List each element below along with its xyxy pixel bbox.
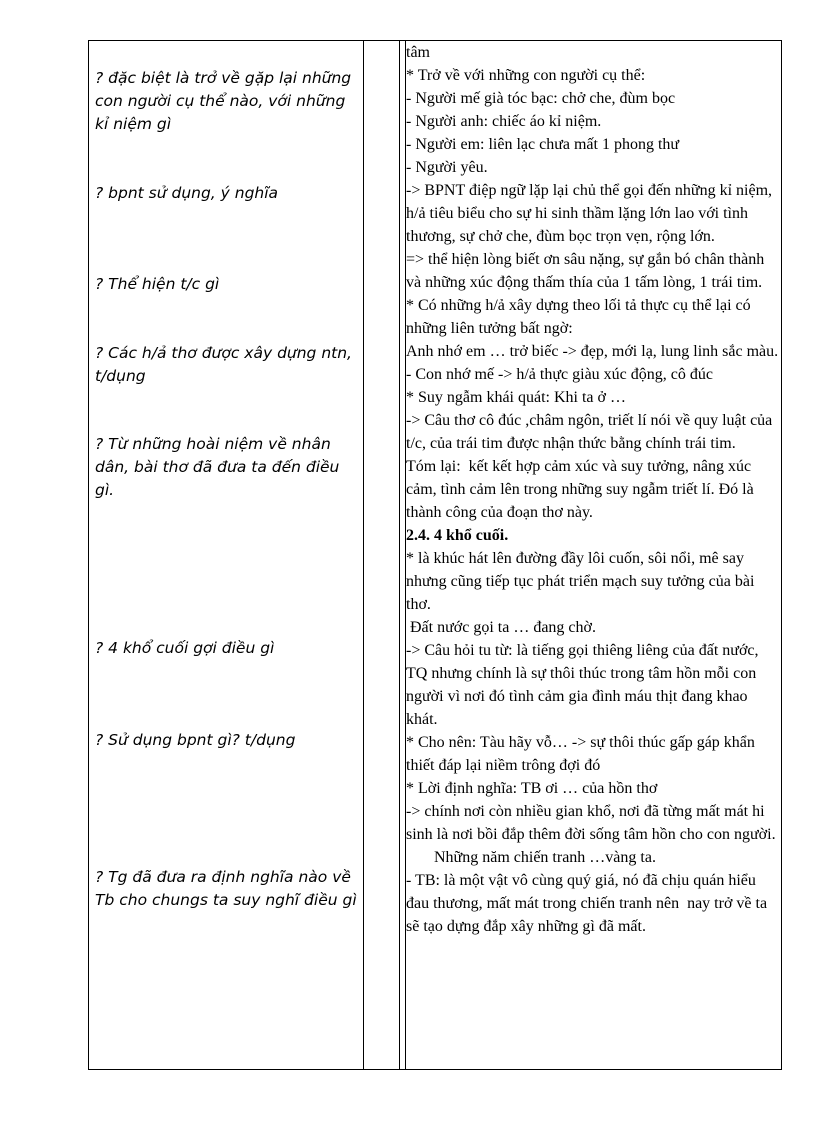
question-1: ? đặc biệt là trở về gặp lại những con người cụ thể nào, với những kỉ niệm gì: [95, 69, 352, 133]
answer-line: - Người yêu.: [406, 159, 488, 176]
section-heading: 2.4. 4 khổ cuối.: [406, 527, 509, 544]
answer-line: - Con nhớ mế -> h/ả thực giàu xúc động, cô đúc: [406, 366, 713, 383]
answer-line: - TB: là một vật vô cùng quý giá, nó đã chịu quán hiểu đau thương, mất mát trong chiến tranh nên nay trở về ta sẽ tạo dựng đắp xây những gì đã mất.: [406, 872, 772, 935]
question-2: ? bpnt sử dụng, ý nghĩa: [95, 184, 279, 202]
answer-line: -> Câu hỏi tu từ: là tiếng gọi thiêng liêng của đất nước, TQ nhưng chính là sự thôi thúc trong tâm hồn mỗi con người vì nơi đó tình cảm gia đình máu thịt đang khao khát.: [406, 642, 763, 728]
question-3: ? Thể hiện t/c gì: [95, 275, 220, 293]
answer-line: tâm: [406, 44, 430, 61]
answer-line: - Người mế già tóc bạc: chở che, đùm bọc: [406, 90, 676, 107]
answer-line: Đất nước gọi ta … đang chờ.: [406, 619, 596, 636]
answer-line: * Suy ngẫm khái quát: Khi ta ở …: [406, 389, 626, 406]
answer-line: Anh nhớ em … trở biếc -> đẹp, mới lạ, lung linh sắc màu.: [406, 343, 779, 360]
answer-line: -> Câu thơ cô đúc ,châm ngôn, triết lí nói về quy luật của t/c, của trái tim được nhận thức bằng chính trái tim.: [406, 412, 777, 452]
answer-line: - Người anh: chiếc áo kỉ niệm.: [406, 113, 602, 130]
question-5: ? Từ những hoài niệm về nhân dân, bài thơ đã đưa ta đến điều gì.: [95, 435, 340, 499]
answer-line: - Người em: liên lạc chưa mất 1 phong thư: [406, 136, 680, 153]
answer-line: * Cho nên: Tàu hãy vỗ… -> sự thôi thúc gấp gáp khẩn thiết đáp lại niềm trông đợi đó: [406, 734, 759, 774]
answers-column: [406, 41, 782, 1070]
answer-line: Những năm chiến tranh …vàng ta.: [406, 849, 656, 866]
answer-line: Tóm lại: kết kết hợp cảm xúc và suy tưởng, nâng xúc cảm, tình cảm lên trong những suy ngẫm triết lí. Đó là thành công của đoạn thơ này.: [406, 458, 758, 521]
question-6: ? 4 khổ cuối gợi điều gì: [95, 639, 275, 657]
questions-column: [89, 41, 364, 1070]
lesson-table: [88, 40, 782, 1070]
answer-line: * Lời định nghĩa: TB ơi … của hồn thơ: [406, 780, 658, 797]
answer-line: -> BPNT điệp ngữ lặp lại chủ thể gọi đến những kỉ niệm, h/ả tiêu biểu cho sự hi sinh thầm lặng lớn lao với tình thương, sự chở che, đùm bọc trọn vẹn, rộng lớn.: [406, 182, 777, 245]
answer-line: * Có những h/ả xây dựng theo lối tả thực cụ thể lại có những liên tưởng bất ngờ:: [406, 297, 755, 337]
question-7: ? Sử dụng bpnt gì? t/dụng: [95, 731, 296, 749]
question-4: ? Các h/ả thơ được xây dựng ntn, t/dụng: [95, 344, 352, 385]
table-row: [89, 41, 782, 1070]
question-8: ? Tg đã đưa ra định nghĩa nào về Tb cho chungs ta suy nghĩ điều gì: [95, 868, 357, 909]
answer-line: * Trở về với những con người cụ thể:: [406, 67, 646, 84]
answer-line: => thể hiện lòng biết ơn sâu nặng, sự gắn bó chân thành và những xúc động thấm thía của 1 tấm lòng, 1 trái tim.: [406, 251, 769, 291]
answer-line: -> chính nơi còn nhiều gian khổ, nơi đã từng mất mát hi sinh là nơi bồi đắp thêm đời sống tâm hồn cho con người.: [406, 803, 776, 843]
blank-column: [364, 41, 400, 1070]
answer-line: * là khúc hát lên đường đầy lôi cuốn, sôi nổi, mê say nhưng cũng tiếp tục phát triển mạch suy tưởng của bài thơ.: [406, 550, 759, 613]
